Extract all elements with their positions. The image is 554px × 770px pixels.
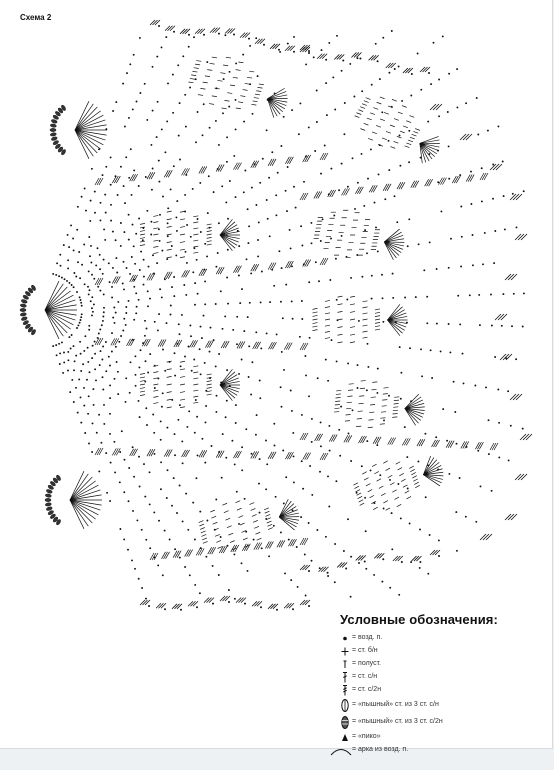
legend-item-sc: [340, 646, 540, 657]
short-stick-icon: [340, 659, 350, 670]
stick-one-bar-icon: [340, 672, 350, 683]
legend-item-puff: [340, 698, 540, 713]
stick-two-bars-icon: [340, 685, 350, 696]
legend-item-slip: [340, 659, 540, 670]
left-fan-motifs: [20, 101, 107, 529]
chain-stitch-dots: [52, 25, 525, 611]
legend-item-text: = ст. с/2н: [352, 686, 382, 693]
legend: [340, 612, 540, 758]
legend-item-tr: [340, 685, 540, 696]
legend-item-dc: [340, 672, 540, 683]
legend-item-text: = возд. п.: [352, 634, 383, 641]
arch-icon: [330, 745, 352, 756]
legend-item-text: = «пико»: [352, 733, 381, 740]
triangle-icon: [340, 732, 350, 743]
plus-icon: [340, 646, 350, 657]
dot-icon: [340, 633, 350, 644]
legend-title: Условные обозначения:: [340, 612, 498, 627]
legend-item-puff-tr: [340, 715, 540, 730]
scheme-title: Схема 2: [20, 13, 52, 22]
legend-item-text: = ст. с/н: [352, 673, 378, 680]
pineapple-motifs: [140, 47, 449, 555]
legend-item-text: = арка из возд. п.: [352, 746, 409, 753]
puff-oval-bars-icon: [340, 715, 350, 730]
legend-item-text: = ст. б/н: [352, 647, 378, 654]
legend-item-text: = «пышный» ст. из 3 ст. с/2н: [352, 718, 443, 725]
legend-item-text: = полуст.: [352, 660, 381, 667]
stitch-rows: [95, 153, 498, 560]
legend-item-picot: [340, 732, 540, 743]
border-stitch-marks: [140, 20, 532, 609]
legend-item-arch: [340, 745, 540, 756]
legend-item-chain: [340, 633, 540, 644]
legend-item-text: = «пышный» ст. из 3 ст. с/н: [352, 701, 439, 708]
puff-oval-icon: [340, 698, 350, 713]
